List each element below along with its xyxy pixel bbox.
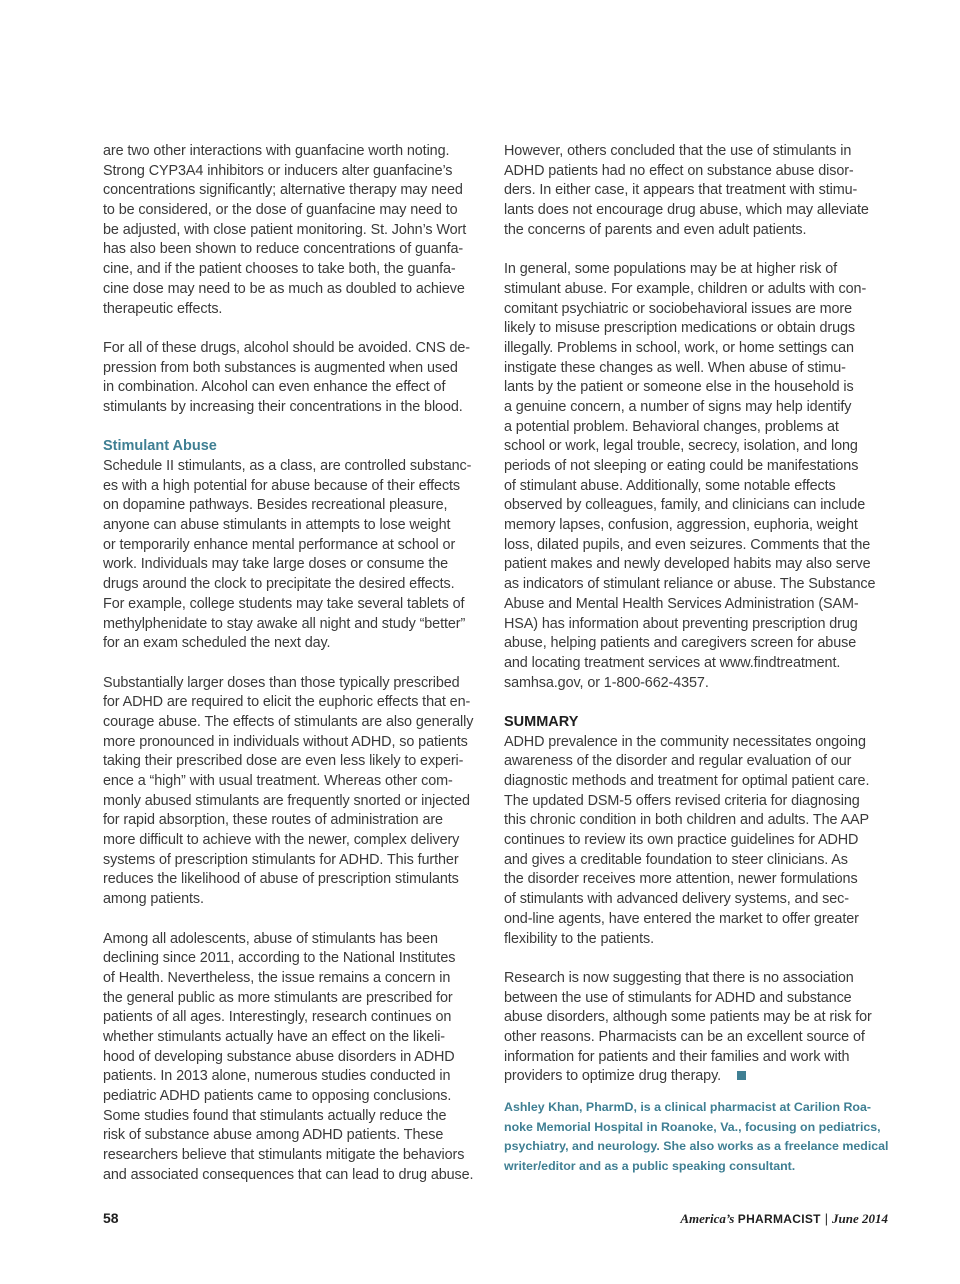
text-line: Schedule II stimulants, as a class, are controlled substanc- <box>103 458 472 474</box>
text-line: periods of not sleeping or eating could be manifestations <box>504 458 859 474</box>
paragraph-last-line <box>504 1067 890 1087</box>
text-line: this chronic condition in both children and adults. The AAP <box>504 812 870 829</box>
text-line: or temporarily enhance mental performance at school or <box>103 536 456 553</box>
text-line: continues to review its own practice guidelines for ADHD <box>504 832 859 849</box>
text-line: between the use of stimulants for ADHD and substance <box>504 989 852 1006</box>
text-line: drugs around the clock to precipitate the desired effects. <box>103 576 455 593</box>
paragraph <box>504 142 890 240</box>
text-line: Ashley Khan, PharmD, is a clinical pharmacist at Carilion Roa- <box>504 1100 872 1114</box>
text-line: systems of prescription stimulants for ADHD. This further <box>103 851 459 868</box>
text-line: anyone can abuse stimulants in attempts to lose weight <box>103 517 451 534</box>
text-line: ders. In either case, it appears that treatment with stimu- <box>504 182 858 199</box>
text-line: information for patients and their families and work with <box>504 1048 850 1065</box>
text-line: of stimulants with advanced delivery systems, and sec- <box>504 891 849 908</box>
text-line: a genuine concern, a number of signs may help identify <box>504 398 852 415</box>
text-line: observed by colleagues, family, and clinicians can include <box>504 497 866 514</box>
publication-prefix: America’s <box>680 1211 735 1226</box>
text-line: comitant psychiatric or sociobehavioral issues are more <box>504 300 853 317</box>
text-line: reduces the likelihood of abuse of prescription stimulants <box>103 871 459 888</box>
text-line: has also been shown to reduce concentrations of guanfa- <box>103 241 464 258</box>
publication-name: PHARMACIST <box>737 1212 821 1226</box>
text-line: likely to misuse prescription medications or obtain drugs <box>504 320 856 337</box>
text-line: The updated DSM-5 offers revised criteria for diagnosing <box>504 792 860 809</box>
text-line: patient makes and newly developed habits may also serve <box>504 556 871 573</box>
text-line: for ADHD are required to elicit the euphoric effects that en- <box>103 694 471 711</box>
text-line: diagnostic methods and treatment for optimal patient care. <box>504 773 870 789</box>
text-line: for an exam scheduled the next day. <box>103 635 331 652</box>
issue-date: June 2014 <box>832 1211 888 1226</box>
text-line: among patients. <box>103 891 204 908</box>
text-line: noke Memorial Hospital in Roanoke, Va., focusing on pediatrics, <box>504 1119 881 1134</box>
left-column <box>103 142 489 1185</box>
text-line: ADHD prevalence in the community necessitates ongoing <box>504 733 866 750</box>
paragraph <box>103 930 489 1186</box>
text-line: for rapid absorption, these routes of administration are <box>103 812 443 829</box>
text-line: work. Individuals may take large doses or consume the <box>103 556 449 573</box>
text-line: of Health. Nevertheless, the issue remains a concern in <box>103 969 451 986</box>
text-line: Abuse and Mental Health Services Administration (SAM- <box>504 595 859 612</box>
text-line: to be considered, or the dose of guanfacine may need to <box>103 202 458 219</box>
text-line: more difficult to achieve with the newer, complex delivery <box>103 832 460 849</box>
text-line: writer/editor and as a public speaking consultant. <box>504 1159 796 1174</box>
text-line: methylphenidate to stay awake all night and study “better” <box>103 615 466 632</box>
text-line: lants does not encourage drug abuse, which may alleviate <box>504 202 869 219</box>
paragraph <box>103 142 489 319</box>
text-line: hood of developing substance abuse disorders in ADHD <box>103 1048 455 1065</box>
text-line: For example, college students may take several tablets of <box>103 595 465 612</box>
author-bio <box>504 1098 890 1177</box>
text-line: and gives a creditable foundation to steer clinicians. As <box>504 851 848 868</box>
text-line: memory lapses, confusion, aggression, euphoria, weight <box>504 517 858 534</box>
text-line: declining since 2011, according to the National Institutes <box>103 950 456 967</box>
paragraph <box>103 457 489 654</box>
text-line: For all of these drugs, alcohol should be avoided. CNS de- <box>103 339 470 356</box>
text-line: HSA) has information about preventing prescription drug <box>504 615 858 632</box>
footer-separator: | <box>824 1212 829 1226</box>
text-line: illegally. Problems in school, work, or home settings can <box>504 339 854 356</box>
text-line: as indicators of stimulant reliance or abuse. The Substance <box>504 576 876 593</box>
text-line: and locating treatment services at www.findtreatment. <box>504 654 841 671</box>
text-line: risk of substance abuse among ADHD patients. These <box>103 1127 444 1144</box>
text-line: ADHD patients had no effect on substance abuse disor- <box>504 162 854 179</box>
text-line: ence a “high” with usual treatment. Whereas other com- <box>103 773 453 789</box>
text-line: pression from both substances is augmented when used <box>103 359 458 376</box>
text-line: samhsa.gov, or 1-800-662-4357. <box>504 674 709 691</box>
text-line: Strong CYP3A4 inhibitors or inducers alter guanfacine’s <box>103 162 453 179</box>
text-line: the general public as more stimulants are prescribed for <box>103 989 453 1006</box>
text-line: in combination. Alcohol can even enhance the effect of <box>103 379 446 396</box>
text-line: and associated consequences that can lead to drug abuse. <box>103 1166 474 1183</box>
last-line-text: providers to optimize drug therapy. <box>504 1068 721 1085</box>
text-line: patients. In 2013 alone, numerous studies conducted in <box>103 1068 451 1085</box>
text-line: other reasons. Pharmacists can be an excellent source of <box>504 1028 865 1045</box>
text-line: courage abuse. The effects of stimulants are also generally <box>103 713 474 730</box>
text-line: lants by the patient or someone else in the household is <box>504 379 854 396</box>
text-line: Among all adolescents, abuse of stimulants has been <box>103 930 438 947</box>
text-line: awareness of the disorder and regular evaluation of our <box>504 753 852 770</box>
text-line: pediatric ADHD patients came to opposing conclusions. <box>103 1088 452 1104</box>
text-line: ond-line agents, have entered the market to offer greater <box>504 910 859 927</box>
text-line: However, others concluded that the use of stimulants in <box>504 143 852 159</box>
text-line: Substantially larger doses than those typically prescribed <box>103 674 460 691</box>
text-line: therapeutic effects. <box>103 300 223 317</box>
text-line: abuse, helping patients and caregivers screen for abuse <box>504 635 857 652</box>
text-line: researchers believe that stimulants mitigate the behaviors <box>103 1147 465 1164</box>
paragraph <box>504 733 890 950</box>
text-line: Research is now suggesting that there is no association <box>504 969 854 986</box>
text-line: cine, and if the patient chooses to take both, the guanfa- <box>103 261 456 278</box>
text-line: a potential problem. Behavioral changes, problems at <box>504 418 839 435</box>
text-line: school or work, legal trouble, secrecy, isolation, and long <box>504 438 858 455</box>
text-line: stimulant abuse. For example, children or adults with con- <box>504 280 867 297</box>
text-line: abuse disorders, although some patients may be at risk for <box>504 1009 872 1026</box>
publication-footer <box>680 1211 888 1227</box>
text-line: psychiatry, and neurology. She also works as a freelance medical <box>504 1139 889 1154</box>
section-heading-stimulant-abuse: Stimulant Abuse <box>103 438 217 455</box>
paragraph <box>504 260 890 693</box>
text-line: instigate these changes as well. When abuse of stimu- <box>504 359 846 376</box>
text-line: are two other interactions with guanfacine worth noting. <box>103 143 450 159</box>
text-line: taking their prescribed dose are even less likely to experi- <box>103 753 464 770</box>
paragraph <box>103 674 489 910</box>
text-line: the disorder receives more attention, newer formulations <box>504 871 858 888</box>
text-line: more pronounced in individuals without ADHD, so patients <box>103 733 468 750</box>
text-line: loss, dilated pupils, and even seizures. Comments that the <box>504 536 871 553</box>
text-line: patients of all ages. Interestingly, research continues on <box>103 1009 452 1026</box>
text-line: flexibility to the patients. <box>504 930 654 947</box>
text-line: whether stimulants actually have an effect on the likeli- <box>103 1028 445 1045</box>
text-line: monly abused stimulants are frequently snorted or injected <box>103 792 470 809</box>
text-line: es with a high potential for abuse because of their effects <box>103 477 461 494</box>
text-line: In general, some populations may be at higher risk of <box>504 261 838 278</box>
page-number: 58 <box>103 1210 119 1226</box>
end-mark-icon <box>737 1071 746 1080</box>
paragraph <box>504 969 890 1067</box>
right-column <box>504 142 890 1177</box>
text-line: stimulants by increasing their concentrations in the blood. <box>103 398 463 415</box>
text-line: cine dose may need to be as much as doubled to achieve <box>103 280 465 297</box>
paragraph <box>103 339 489 418</box>
text-line: Some studies found that stimulants actually reduce the <box>103 1107 447 1124</box>
text-line: on dopamine pathways. Besides recreational pleasure, <box>103 497 448 514</box>
text-line: of stimulant abuse. Additionally, some notable effects <box>504 477 836 494</box>
text-line: concentrations significantly; alternative therapy may need <box>103 182 463 199</box>
text-line: be adjusted, with close patient monitoring. St. John’s Wort <box>103 221 467 238</box>
text-line: the concerns of parents and even adult patients. <box>504 221 807 238</box>
section-heading-summary: SUMMARY <box>504 713 579 730</box>
